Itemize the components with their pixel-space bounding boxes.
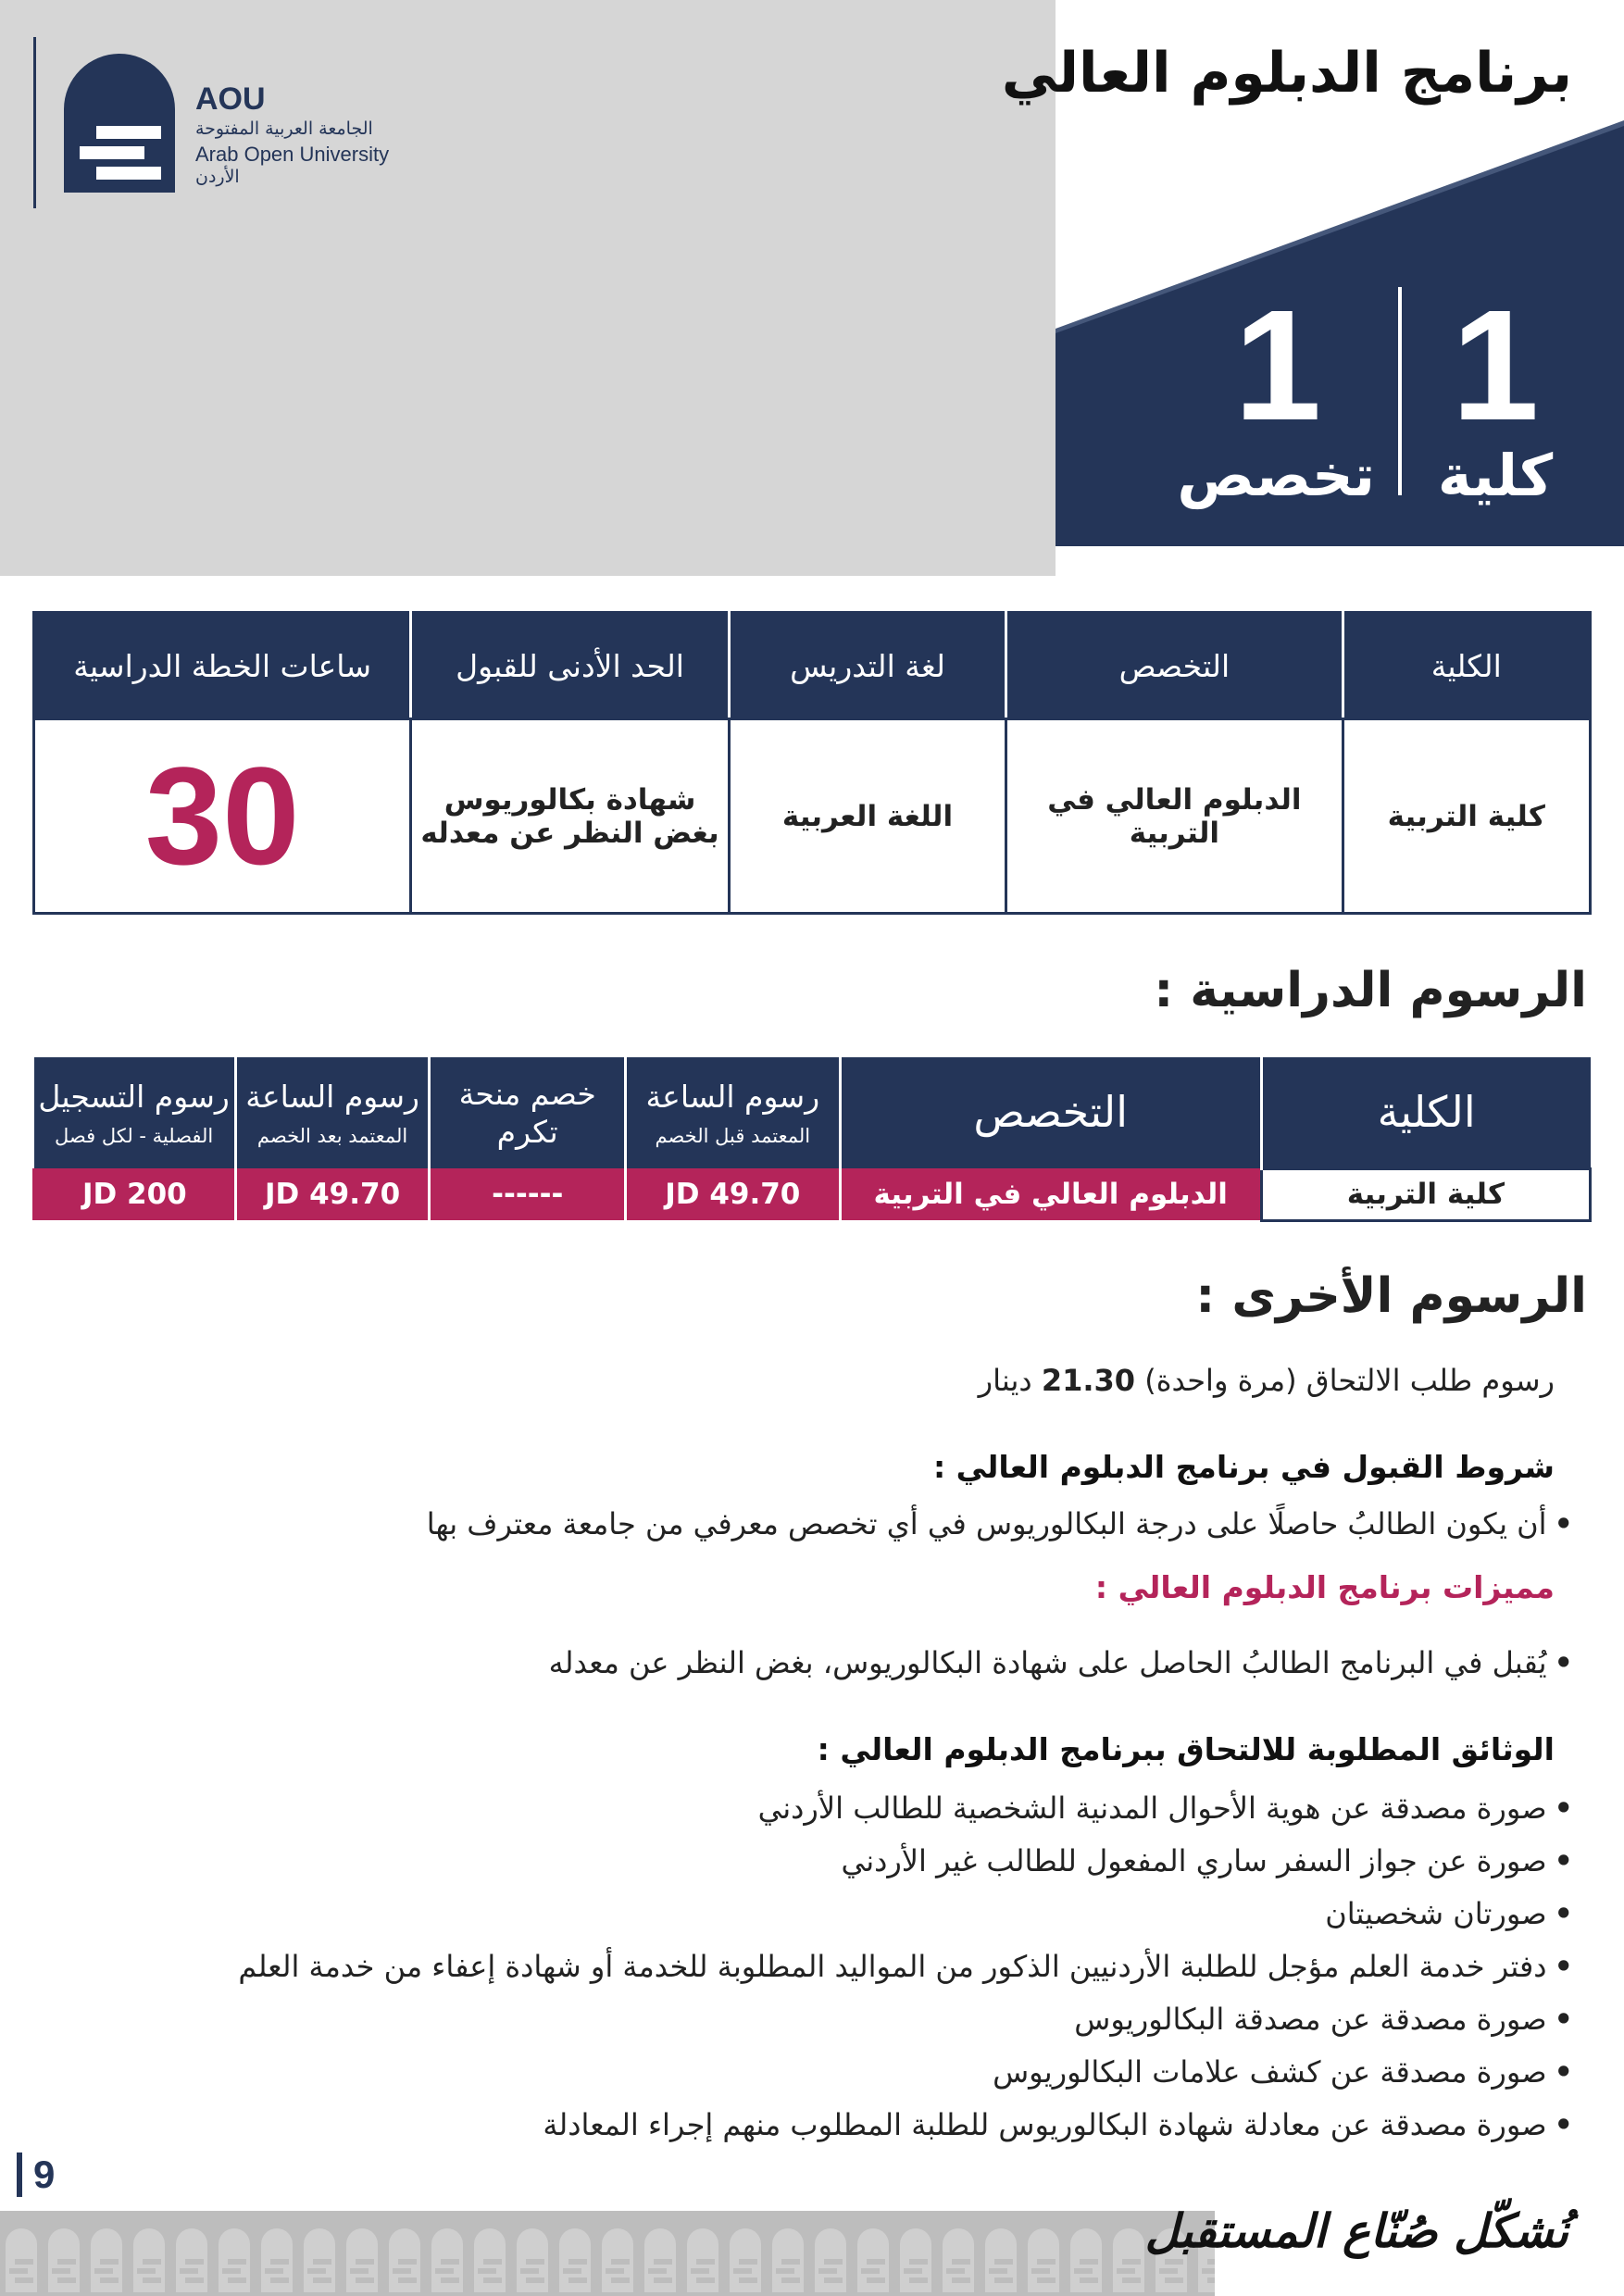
col-header-hour-fee-after xyxy=(235,1057,430,1168)
stat-major xyxy=(1177,278,1375,509)
cell-major: الدبلوم العالي في التربية xyxy=(840,1168,1261,1220)
features-heading: مميزات برنامج الدبلوم العالي : xyxy=(1094,1569,1555,1605)
page-number xyxy=(17,2152,72,2199)
cell-language: اللغة العربية xyxy=(729,719,1006,914)
tuition-table-header xyxy=(34,1057,1591,1168)
admission-line-1: شهادة بكالوريوس xyxy=(443,782,696,817)
table-row xyxy=(34,1168,1591,1220)
other-fees-heading: الرسوم الأخرى : xyxy=(1195,1268,1587,1324)
stat-major-number: 1 xyxy=(1233,278,1322,454)
admission-list xyxy=(427,1498,1573,1551)
application-fee-amount: 21.30 xyxy=(1041,1363,1136,1398)
col-header-hour-fee-before xyxy=(626,1057,841,1168)
registration-label: رسوم التسجيل xyxy=(38,1079,230,1116)
cell-hour-fee-after: 49.70 JD xyxy=(235,1168,430,1220)
col-header-language: لغة التدريس xyxy=(729,613,1006,719)
logo-abbr: AOU xyxy=(195,81,266,117)
list-item: • أن يكون الطالبُ حاصلًا على درجة البكالوريوس في أي تخصص معرفي من جامعة معترف بها xyxy=(427,1498,1573,1551)
tuition-table xyxy=(32,1057,1592,1222)
program-table-header xyxy=(34,613,1591,719)
aou-arch-icon xyxy=(59,54,180,193)
cell-faculty: كلية التربية xyxy=(1343,719,1591,914)
logo-name-en: Arab Open University xyxy=(195,143,390,166)
logo-branch: الأردن xyxy=(195,167,240,187)
list-item: • صورة عن جواز السفر ساري المفعول للطالب غير الأردني xyxy=(238,1835,1573,1888)
admission-line-2: بغض النظر عن معدله xyxy=(420,816,719,850)
application-fee-pre: رسوم طلب الالتحاق (مرة واحدة) xyxy=(1135,1363,1555,1398)
scholarship-label-1: خصم منحة xyxy=(458,1075,596,1112)
page-title: برنامج الدبلوم العالي xyxy=(1001,41,1572,106)
hour-fee-label: رسوم الساعة xyxy=(245,1079,419,1116)
cell-registration: 200 JD xyxy=(34,1168,236,1220)
cell-min-admission xyxy=(411,719,729,914)
hour-fee-after-sub: المعتمد بعد الخصم xyxy=(256,1124,408,1147)
page-number-value: 9 xyxy=(33,2152,56,2196)
cell-hours: 30 xyxy=(34,719,411,914)
list-item: • صورتان شخصيتان xyxy=(238,1888,1573,1940)
stat-divider xyxy=(1398,287,1402,495)
list-item: • صورة مصدقة عن كشف علامات البكالوريوس xyxy=(238,2046,1573,2099)
footer-arch-pattern xyxy=(0,2211,1215,2296)
scholarship-label-2: تكرم xyxy=(496,1114,558,1150)
footer-slogan: نُشكّل صُنّاع المستقبل xyxy=(1144,2203,1568,2258)
logo-name-ar: الجامعة العربية المفتوحة xyxy=(195,119,373,139)
col-header-faculty: الكلية xyxy=(1261,1057,1590,1168)
tuition-heading: الرسوم الدراسية : xyxy=(1154,963,1587,1018)
list-item: • يُقبل في البرنامج الطالبُ الحاصل على شهادة البكالوريوس، بغض النظر عن معدله xyxy=(549,1637,1573,1690)
col-header-scholarship xyxy=(430,1057,626,1168)
registration-sub: الفصلية - لكل فصل xyxy=(54,1124,214,1147)
col-header-registration xyxy=(34,1057,236,1168)
col-header-major: التخصص xyxy=(840,1057,1261,1168)
col-header-hours: ساعات الخطة الدراسية xyxy=(34,613,411,719)
stat-faculty xyxy=(1426,278,1565,509)
logo-divider xyxy=(33,37,36,208)
col-header-min-admission: الحد الأدنى للقبول xyxy=(411,613,729,719)
program-table xyxy=(32,611,1592,915)
footer-pattern-band xyxy=(0,2211,1215,2296)
features-list xyxy=(549,1637,1573,1690)
list-item: • صورة مصدقة عن مصدقة البكالوريوس xyxy=(238,1993,1573,2046)
list-item: • صورة مصدقة عن هوية الأحوال المدنية الشخصية للطالب الأردني xyxy=(238,1782,1573,1835)
col-header-major: التخصص xyxy=(1006,613,1343,719)
cell-major: الدبلوم العالي في التربية xyxy=(1006,719,1343,914)
list-item: • صورة مصدقة عن معادلة شهادة البكالوريوس للطلبة المطلوب منهم إجراء المعادلة xyxy=(238,2099,1573,2152)
aou-logo xyxy=(33,37,422,213)
col-header-faculty: الكلية xyxy=(1343,613,1591,719)
stat-faculty-number: 1 xyxy=(1451,278,1540,454)
cell-hour-fee-before: 49.70 JD xyxy=(626,1168,841,1220)
application-fee-post: دينار xyxy=(978,1363,1042,1398)
cell-faculty: كلية التربية xyxy=(1261,1168,1590,1220)
list-item: • دفتر خدمة العلم مؤجل للطلبة الأردنيين الذكور من المواليد المطلوبة للخدمة أو شهادة إعفاء من خدمة العلم xyxy=(238,1940,1573,1993)
page-number-bar xyxy=(17,2152,22,2197)
documents-heading: الوثائق المطلوبة للالتحاق ببرنامج الدبلوم العالي : xyxy=(817,1731,1555,1767)
hour-fee-before-sub: المعتمد قبل الخصم xyxy=(655,1124,811,1147)
application-fee-text xyxy=(979,1363,1555,1398)
admission-heading: شروط القبول في برنامج الدبلوم العالي : xyxy=(932,1449,1555,1485)
documents-list xyxy=(238,1782,1573,2152)
cell-scholarship: ------ xyxy=(430,1168,626,1220)
stat-faculty-label: كلية xyxy=(1437,442,1554,509)
hour-fee-label: رسوم الساعة xyxy=(645,1079,820,1116)
stat-major-label: تخصص xyxy=(1177,442,1375,509)
table-row xyxy=(34,719,1591,914)
